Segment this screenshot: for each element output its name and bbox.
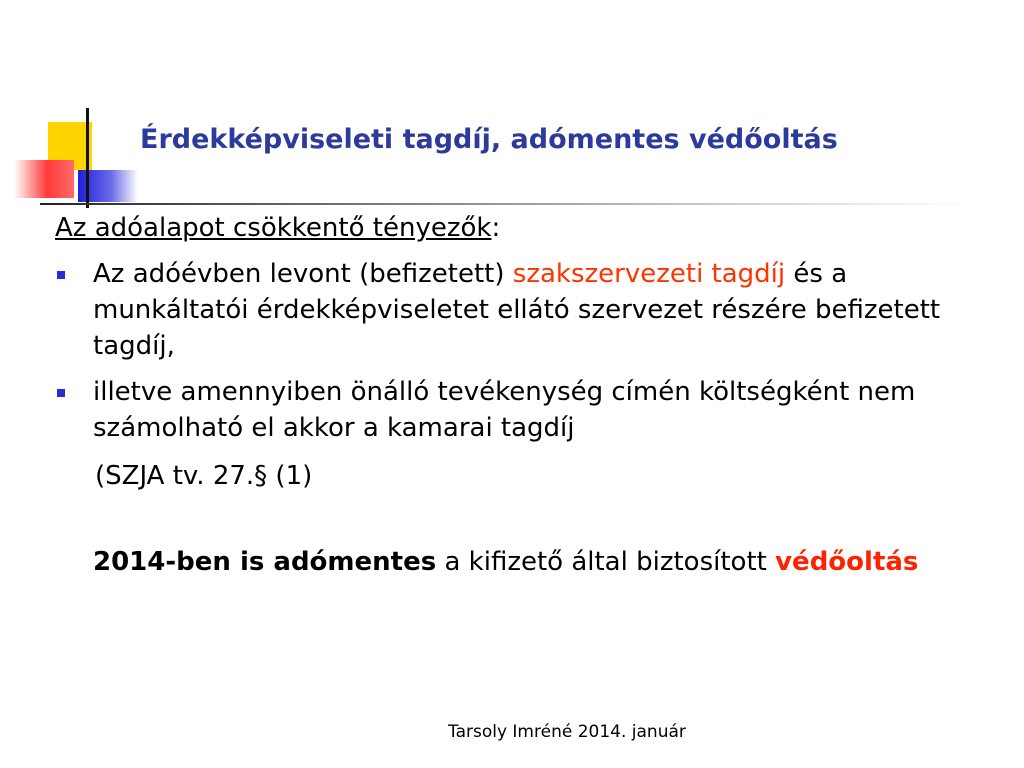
intro-colon: : <box>491 213 501 243</box>
bullet-highlight-union-fee: szakszervezeti tagdíj <box>512 259 786 289</box>
bullet-text-after: és a munkáltatói érdekképviseletet ellátó szervezet részére befizetett tagdíj, <box>93 259 941 361</box>
bullet-text-before: Az adóévben levont (befizetett) <box>93 259 513 289</box>
note-normal-text: a kifizető által biztosított <box>436 547 776 577</box>
decor-red-bar <box>14 160 74 198</box>
note-red-text: védőoltás <box>775 547 919 577</box>
slide-body <box>55 210 975 580</box>
bullet-list <box>55 256 975 446</box>
slide-footer: Tarsoly Imréné 2014. január <box>448 722 686 742</box>
slide-title: Érdekképviseleti tagdíj, adómentes védőoltás <box>140 124 838 155</box>
law-reference: (SZJA tv. 27.§ (1) <box>95 461 313 491</box>
bullet-text: illetve amennyiben önálló tevékenység címén költségként nem számolható el akkor a kamarai tagdíj <box>93 377 916 443</box>
bullet-item-chamber-fee <box>55 374 975 446</box>
title-underline-divider <box>40 203 970 205</box>
square-bullet-icon <box>57 271 65 279</box>
note-bold-text: 2014-ben is adómentes <box>93 547 437 577</box>
bullet-item-membership-fee <box>55 256 975 364</box>
vaccination-note <box>93 544 975 580</box>
decor-vertical-line <box>86 108 89 208</box>
square-bullet-icon <box>57 389 65 397</box>
intro-underlined-text: Az adóalapot csökkentő tényezők <box>55 213 492 243</box>
intro-line <box>55 210 975 246</box>
